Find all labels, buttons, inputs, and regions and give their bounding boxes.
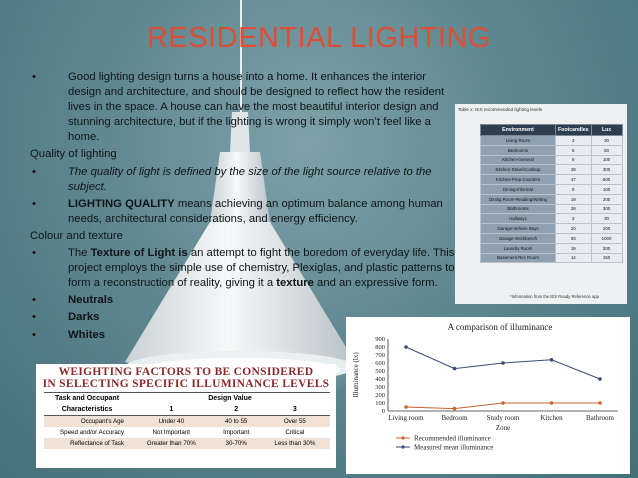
list-item-label: Darks [68, 311, 100, 324]
data-point [501, 401, 505, 405]
quality-heading: Quality of lighting [30, 148, 117, 161]
table-cell: 30-70% [213, 438, 260, 449]
y-tick-label: 300 [375, 384, 385, 392]
design-col-3: 3 [292, 406, 297, 413]
table-row [481, 243, 623, 253]
data-point [598, 377, 602, 381]
environment-cell: Laundry Room [481, 243, 556, 253]
list-item-neutrals [30, 293, 460, 308]
texture-pre: The [68, 247, 91, 260]
lighting-quality-bullet [30, 197, 460, 227]
value-cell: 150 [591, 253, 622, 263]
legend-marker [401, 436, 404, 439]
quality-text: The quality of light is defined by the size of the light source relative to the subject. [68, 165, 432, 193]
x-tick-label: Living room [388, 414, 424, 422]
y-tick-label: 0 [381, 408, 385, 416]
table-row [481, 155, 623, 165]
y-tick-label: 500 [375, 368, 385, 376]
y-axis-label: Illuminance (lx) [352, 352, 360, 398]
table-cell: Greater than 70% [130, 438, 213, 449]
table-note: *Information from the IES Ready Reference app [510, 294, 599, 299]
y-tick-label: 400 [375, 376, 385, 384]
value-cell: 200 [591, 224, 622, 234]
row-label: Occupant's Age [44, 416, 130, 428]
value-cell: 28 [556, 165, 592, 175]
column-header: Environment [481, 125, 556, 136]
weighting-title-line-2: IN SELECTING SPECIFIC ILLUMINANCE LEVELS [42, 378, 330, 390]
task-header: Task and Occupant [44, 393, 130, 405]
table-row [481, 194, 623, 204]
value-cell: 100 [591, 184, 622, 194]
table-cell: Less than 30% [260, 438, 330, 449]
value-cell: 28 [556, 204, 592, 214]
x-tick-label: Bedroom [441, 414, 468, 422]
texture-term-2: texture [276, 277, 314, 290]
table-cell: Important [223, 429, 250, 436]
data-point [404, 345, 408, 349]
environment-cell: Garage-Workbench [481, 233, 556, 243]
table-row [481, 233, 623, 243]
value-cell: 93 [556, 233, 592, 243]
environment-cell: Garage-Vehicle Bays [481, 224, 556, 234]
bullet-icon: • [32, 294, 36, 307]
texture-mid: an attempt to fight the boredom of everyday life. This project employs the simple use of chemistry, Plexiglas, and plastic patterns to form a reconstruction of reality, giving it a [68, 247, 455, 290]
list-item-label: Neutrals [68, 294, 114, 307]
column-header: Footcandles [556, 125, 592, 136]
environment-cell: Basement Rec Room [481, 253, 556, 263]
design-col-1: 1 [169, 406, 174, 413]
value-cell: 3 [556, 214, 592, 224]
y-tick-label: 700 [375, 352, 385, 360]
legend-marker [401, 445, 404, 448]
table-cell: Critical [285, 429, 305, 436]
slide-title: RESIDENTIAL LIGHTING [146, 22, 492, 54]
environment-cell: Dining Room-Reading/Writing [481, 194, 556, 204]
value-cell: 200 [591, 243, 622, 253]
chart-title: A comparison of illuminance [447, 322, 553, 332]
y-tick-label: 100 [375, 400, 385, 408]
x-tick-label: Kitchen [540, 414, 563, 422]
table-row [481, 184, 623, 194]
value-cell: 19 [556, 243, 592, 253]
data-point [501, 361, 505, 365]
bullet-icon: • [32, 247, 36, 260]
value-cell: 50 [591, 145, 622, 155]
data-point [550, 401, 554, 405]
table-row [44, 438, 330, 449]
value-cell: 19 [556, 194, 592, 204]
lighting-quality-term: LIGHTING QUALITY [68, 197, 175, 210]
environment-cell: Kitchen-Prep Counters [481, 175, 556, 185]
table-row [44, 427, 330, 438]
ies-table [480, 124, 623, 263]
value-cell: 200 [591, 194, 622, 204]
texture-term: Texture of Light is [90, 247, 188, 260]
environment-cell: Kitchen-General [481, 155, 556, 165]
data-point [453, 407, 457, 411]
table-row [481, 145, 623, 155]
environment-cell: Living Room [481, 136, 556, 146]
value-cell: 47 [556, 175, 592, 185]
bullet-icon: • [32, 311, 36, 324]
y-tick-label: 600 [375, 360, 385, 368]
quality-bullet [30, 165, 460, 195]
row-label: Speed and/or Accuracy [60, 429, 124, 436]
table-row [481, 204, 623, 214]
value-cell: 20 [556, 224, 592, 234]
y-tick-label: 200 [375, 392, 385, 400]
weighting-title-line-1: WEIGHTING FACTORS TO BE CONSIDERED [58, 366, 314, 378]
list-item-label: Whites [68, 328, 106, 341]
row-label: Reflectance of Task [44, 438, 130, 449]
value-cell: 500 [591, 175, 622, 185]
column-header: Lux [591, 125, 622, 136]
weighting-factors-image [36, 364, 336, 468]
value-cell: 9 [556, 155, 592, 165]
task-header-2: Characteristics [61, 406, 113, 413]
environment-cell: Dining-Informal [481, 184, 556, 194]
table-row [481, 165, 623, 175]
intro-text: Good lighting design turns a house into a home. It enhances the interior design and architecture, and should be designed to reflect how the resident lives in the space. A house can have the most beautiful interior design and stunning architecture, but if the lighting is wrong it simply won’t feel like a home. [68, 71, 445, 144]
table-cell: 40 to 55 [213, 416, 260, 428]
bullet-icon: • [32, 165, 36, 178]
value-cell: 30 [591, 214, 622, 224]
value-cell: 300 [591, 165, 622, 175]
environment-cell: Bathrooms [481, 204, 556, 214]
table-cell: Not Important [152, 429, 191, 436]
bullet-icon: • [32, 328, 36, 341]
intro-bullet [30, 70, 460, 145]
bullet-icon: • [32, 197, 36, 210]
value-cell: 300 [591, 204, 622, 214]
ies-lighting-levels-table-image [455, 104, 627, 304]
weighting-table [44, 392, 330, 449]
x-axis-label: Zone [495, 424, 511, 432]
environment-cell: Bedrooms [481, 145, 556, 155]
chart-svg [346, 317, 630, 474]
table-header-row [481, 125, 623, 136]
table-row [481, 136, 623, 146]
slide-body [30, 70, 460, 343]
table-row [481, 253, 623, 263]
table-row [481, 175, 623, 185]
value-cell: 3 [556, 136, 592, 146]
texture-bullet [30, 246, 460, 291]
value-cell: 9 [556, 184, 592, 194]
legend-label: Measured mean illuminance [414, 443, 494, 452]
value-cell: 14 [556, 253, 592, 263]
weighting-header-row [44, 393, 330, 405]
x-tick-label: Study room [486, 414, 520, 422]
illuminance-chart [346, 317, 630, 474]
y-tick-label: 900 [375, 336, 385, 344]
colour-heading: Colour and texture [30, 229, 123, 242]
value-cell: 30 [591, 136, 622, 146]
table-caption: Table x: IES recommended lighting levels [458, 107, 543, 112]
environment-cell: Hallways [481, 214, 556, 224]
data-point [404, 405, 408, 409]
data-point [550, 358, 554, 362]
table-row [481, 224, 623, 234]
legend-label: Recommended illuminance [414, 434, 491, 443]
value-cell: 1000 [591, 233, 622, 243]
value-cell: 5 [556, 145, 592, 155]
value-cell: 100 [591, 155, 622, 165]
lighting-quality-text: means achieving an optimum balance among human needs, architectural considerations, and energy efficiency. [68, 197, 443, 225]
weighting-subheader-row [44, 404, 330, 416]
x-tick-label: Bathroom [586, 414, 614, 422]
table-row [481, 214, 623, 224]
data-point [598, 401, 602, 405]
y-tick-label: 800 [375, 344, 385, 352]
environment-cell: Kitchen-Stove/Cooktop [481, 165, 556, 175]
table-cell: Under 40 [130, 416, 213, 428]
design-col-2: 2 [234, 406, 239, 413]
table-cell: Over 55 [260, 416, 330, 428]
data-point [453, 367, 457, 371]
design-value-header: Design Value [130, 393, 330, 405]
texture-end: and an expressive form. [313, 277, 438, 290]
table-row [44, 416, 330, 428]
bullet-icon: • [32, 71, 36, 83]
